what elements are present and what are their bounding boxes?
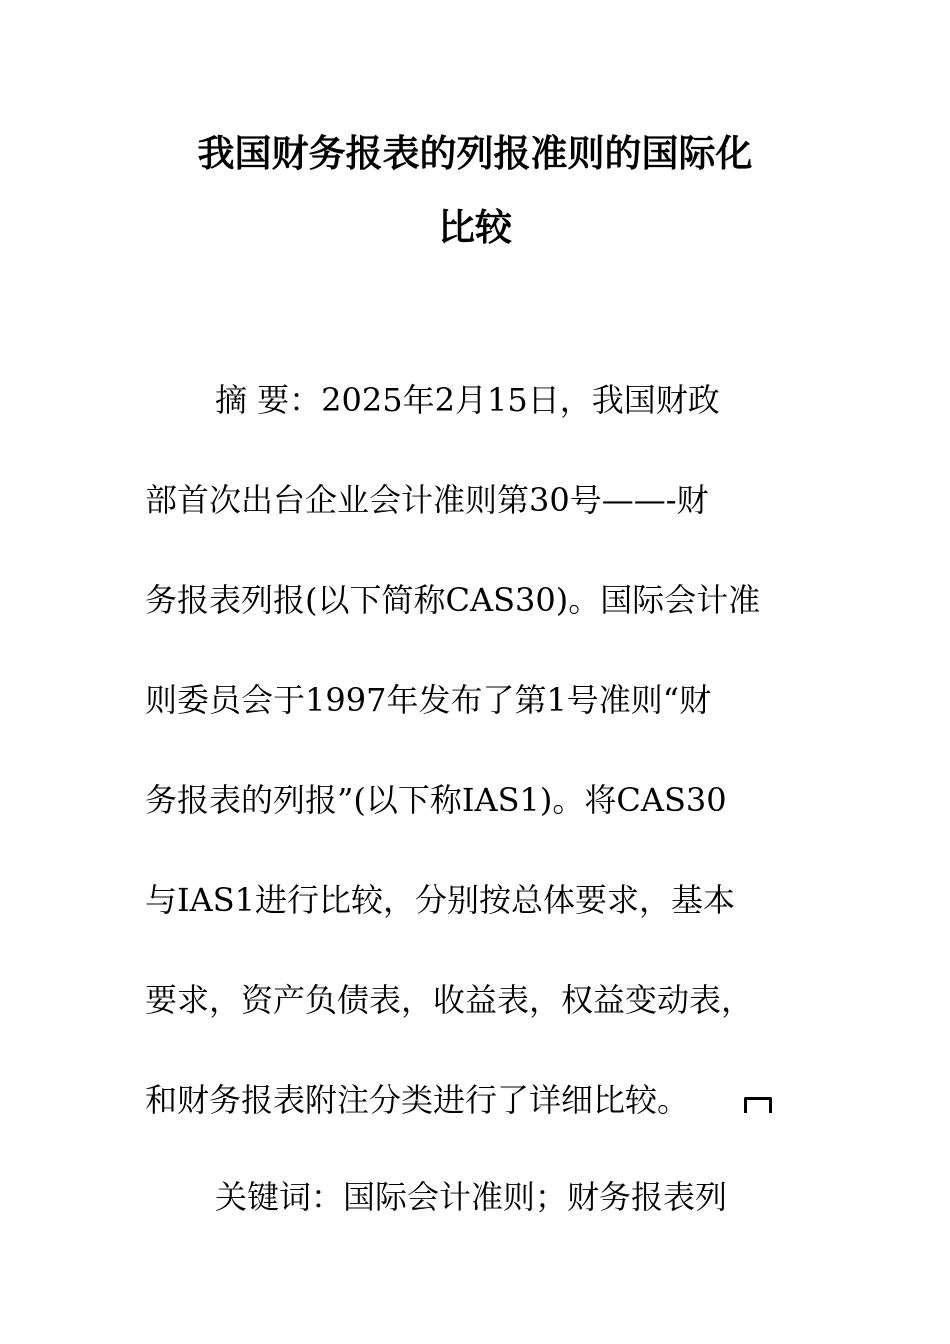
abstract-line-4: 则委员会于1997年发布了第1号准则“财 (145, 681, 712, 719)
document-title-line-2: 比较 (438, 206, 512, 249)
abstract-line-2: 部首次出台企业会计准则第30号——-财 (145, 481, 709, 519)
abstract-line-3: 务报表列报(以下简称CAS30)。国际会计准 (145, 581, 761, 619)
paragraph-mark-icon (744, 1097, 772, 1113)
document-title-line-1: 我国财务报表的列报准则的国际化 (197, 132, 753, 175)
abstract-line-6: 与IAS1进行比较，分别按总体要求，基本 (145, 881, 736, 919)
abstract-line-5: 务报表的列报”(以下称IAS1)。将CAS30 (145, 781, 727, 819)
abstract-line-1: 摘 要：2025年2月15日，我国财政 (215, 381, 720, 419)
abstract-line-7: 要求，资产负债表，收益表，权益变动表， (145, 981, 754, 1019)
keywords-line: 关键词：国际会计准则；财务报表列 (215, 1178, 728, 1216)
abstract-line-8: 和财务报表附注分类进行了详细比较。 (145, 1081, 690, 1119)
